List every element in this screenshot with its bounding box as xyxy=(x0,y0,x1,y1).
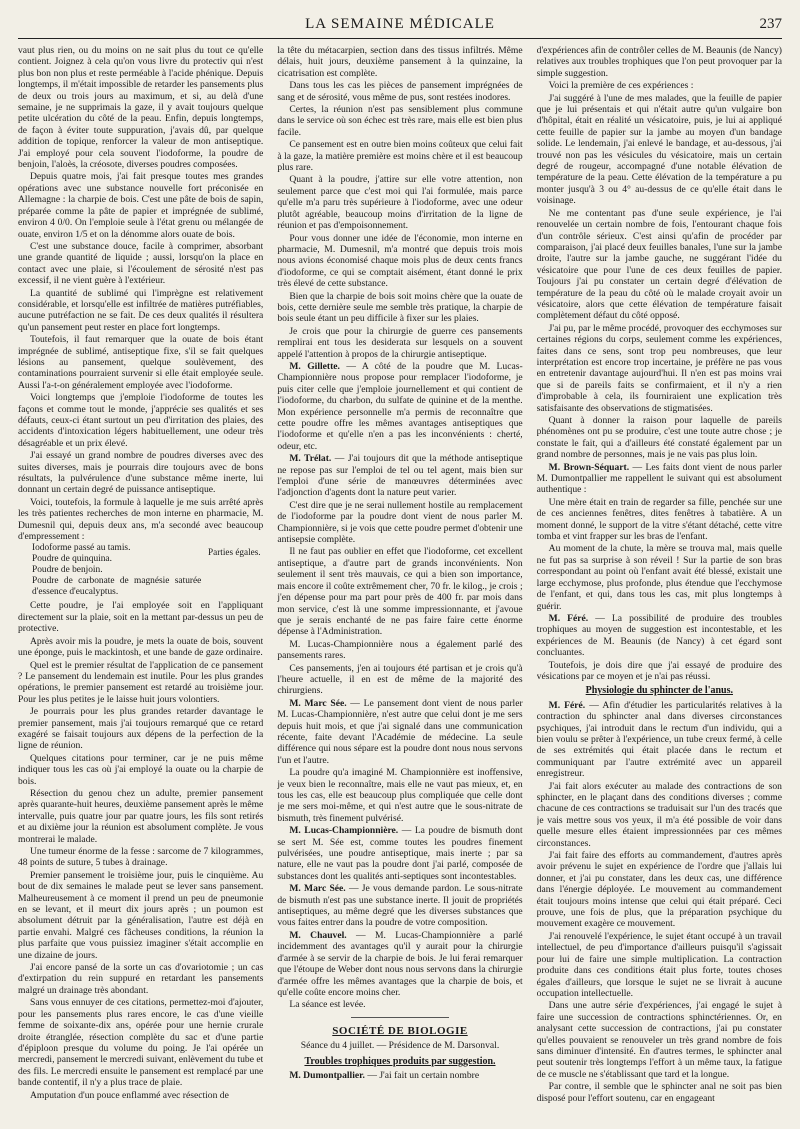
paragraph: Certes, la réunion n'est pas sensiblement plus commune dans le service où son échec est très rare, mais elle est bien plus facile. xyxy=(277,104,523,138)
paragraph: Bien que la charpie de bois soit moins chère que la ouate de bois, cette dernière seule me semble très pratique, la charpie de bois seule étant un peu difficile à fixer sur les plaies. xyxy=(277,290,523,325)
speaker-paragraph: M. Dumontpallier. — J'ai fait un certain nombre xyxy=(289,1069,480,1081)
paragraph: Au moment de la chute, la mère se trouva mal, mais quelle ne fut pas sa surprise à son réveil ! Sur la partie de son bras correspondant au point où l'enfant avait été blessé, existait une large ecchymose, plus profonde, plus étendue que l'ecchymose de l'enfant, et qui, dans tous les cas, mit plus longtemps à guérir. xyxy=(536,543,782,612)
paragraph: J'ai essayé un grand nombre de poudres diverses avec des suites diverses, mais je pourrais dire toujours avec de bons résultats, la pulvérulence d'une substance même inerte, lui donnant un certain degré de puissance antiseptique. xyxy=(18,450,264,496)
text-columns xyxy=(10,45,790,1125)
speaker-paragraph: M. Marc Sée. — Le pansement dont vient de nous parler M. Lucas-Championnière, n'est autre que celui dont je me sers depuis huit mois, et que j'ai signalé dans une communication récente, faite devant l'Académie de médecine. La seule différence qui nous sépare est la poudre dont nous nous servons l'un et l'autre. xyxy=(277,697,523,766)
speaker-paragraph: M. Gillette. — A côté de la poudre que M. Lucas-Championnière nous propose pour remplacer l'iodoforme, je puis citer celle que j'emploie journellement et qui contient de l'iodoforme, du charbon, du sulfate de quinine et de la menthe. Mon expérience personnelle m'a permis de reconnaître que cette poudre offre les mêmes avantages antiseptiques que l'iodoforme et qu'elle n'en a pas les inconvénients : cherté, odeur, etc. xyxy=(277,360,523,452)
paragraph: vaut plus rien, ou du moins on ne sait plus du tout ce qu'elle contient. Joignez à cela qu'on vous livre du protectiv qui n'est plus bon non plus et reste perméable à l'acide phénique. Depuis longtemps, il m'était impossible de retarder les pansements plus de deux ou trois jours au maximum, et si, au delà d'une semaine, je ne supprimais la gaze, il y avait toujours quelque petite ulcération du côté de la peau. Enfin, depuis longtemps, de façon à éviter toute suppuration, j'avais dû, par quelque addition de topique, renforcer la valeur de mon antiseptique. J'ai employé pour cela souvent l'iodoforme, la poudre de benjoin, l'aloès, la créosote, diverses poudres composées. xyxy=(18,45,264,171)
speaker-name: M. Brown-Séquart. xyxy=(548,461,630,473)
speaker-paragraph: M. Trélat. — J'ai toujours dit que la méthode antiseptique ne repose pas sur l'emploi de tel ou tel agent, mais bien sur l'emploi d'une série de manœuvres déterminées avec l'adjonction d'agents dont la nature peut varier. xyxy=(277,453,523,499)
column-2 xyxy=(277,45,522,1125)
topic-title: Physiologie du sphincter de l'anus. xyxy=(585,685,733,697)
speaker-name: M. Marc Sée. xyxy=(289,697,347,709)
paragraph: Voici, toutefois, la formule à laquelle je me suis arrêté après les très patientes recherches de mon interne en pharmacie, M. Dumesnil qui, depuis deux ans, m'a secondé avec beaucoup d'empressement : xyxy=(18,496,264,543)
paragraph: Par contre, il semble que le sphincter anal ne soit pas bien disposé pour l'effort soutenu, car en engageant xyxy=(536,1081,782,1104)
journal-title: LA SEMAINE MÉDICALE xyxy=(305,16,495,32)
speaker-name: M. Dumontpallier. xyxy=(289,1069,365,1081)
paragraph: Je crois que pour la chirurgie de guerre ces pansements remplirai ent tous les desiderata sur lesquels on a souvent appelé l'attention à propos de la chirurgie antiseptique. xyxy=(277,325,523,360)
formula-list xyxy=(32,543,263,598)
column-1 xyxy=(18,45,263,1125)
formula-note: Parties égales. xyxy=(208,547,261,558)
paragraph: Toutefois, il faut remarquer que la ouate de bois étant imprégnée de sublimé, antiseptique fixe, s'il se fait quelques lésions au pansement, quelque soulèvement, des contaminations pourraient survenir si elle était employée seule. Aussi l'a-t-on généralement employée avec l'iodoforme. xyxy=(18,334,264,391)
paragraph: La quantité de sublimé qui l'imprègne est relativement considérable, et lorsqu'elle est infiltrée de matières putréfiables, aucune putréfaction ne se fait. De ces deux qualités il résultera qu'un pansement peut rester en place fort longtemps. xyxy=(18,287,264,333)
formula-item: Poudre de carbonate de magnésie saturée d'essence d'eucalyptus. xyxy=(32,576,202,598)
paragraph: Toutefois, je dois dire que j'ai essayé de produire des vésications par ce moyen et je n'ai pas réussi. xyxy=(536,659,782,682)
paragraph: Ne me contentant pas d'une seule expérience, je l'ai renouvelée un certain nombre de fois, l'entourant chaque fois d'un contrôle sérieux. C'est ainsi qu'afin de procéder par comparaison, j'ai placé deux feuilles banales, l'une sur la jambe droite, l'autre sur la jambe gauche, ne suggérant l'idée du vésicatoire que pour l'une de ces deux feuilles de papier. Toujours j'ai pu constater un certain degré d'élévation de température de la peau du côté où le malade croyait avoir un vésicatoire, alors que cette élévation de température faisait complètement défaut du côté opposé. xyxy=(536,207,782,322)
paragraph: Voici longtemps que j'emploie l'iodoforme de toutes les façons et comme tout le monde, j'apprécie ses qualités et ses défauts, ceux-ci étant surtout un peu d'irritation des plaies, des accidents d'intoxication légers habituellement, une odeur très désagréable et un prix élevé. xyxy=(18,392,264,449)
formula-item: Iodoforme passé au tamis. xyxy=(32,543,131,554)
paragraph: La poudre qu'a imaginé M. Championnière est inoffensive, je veux bien le reconnaître, mais elle ne vaut pas mieux, et, en tous les cas, elle est beaucoup plus compliquée que celle dont je me sers moi-même, et qui n'est autre que le sous-nitrate de bismuth, très finement pulvérisé. xyxy=(277,767,523,824)
formula-item: Poudre de quinquina. xyxy=(32,554,112,565)
paragraph: Ce pansement est en outre bien moins coûteux que celui fait à la gaze, la matière première est moins chère et il est beaucoup plus rare. xyxy=(277,139,523,174)
paragraph: Dans tous les cas les pièces de pansement imprégnées de sang et de sérosité, vous même de pus, sont restées inodores. xyxy=(277,80,523,103)
section-title: SOCIÉTÉ DE BIOLOGIE xyxy=(332,1024,468,1037)
paragraph: Sans vous ennuyer de ces citations, permettez-moi d'ajouter, pour les pansements plus rares encore, le cas d'une vieille femme de soixante-dix ans, opérée pour une hernie crurale droite étranglée, résection complète du sac et d'une partie d'épiploon presque du volume du poing. Je l'ai opérée un mercredi, pansement le mercredi suivant, enlèvement du tube et des fils. Le mercredi ensuite le pansement est remplacé par une bande contentif, il n'y a plus trace de plaie. xyxy=(18,997,264,1089)
paragraph: Quant à donner la raison pour laquelle de pareils phénomènes ont pu se produire, c'est une toute autre chose ; je constate le fait, qui a d'ailleurs été constaté également par un grand nombre de personnes, mais je ne vais pas plus loin. xyxy=(536,415,782,461)
paragraph: Quelques citations pour terminer, car je ne puis même indiquer tous les cas où j'ai employé la ouate ou la charpie de bois. xyxy=(18,752,264,787)
paragraph: Dans une autre série d'expériences, j'ai engagé le sujet à faire une succession de contractions sphinctériennes. Or, en analysant cette succession de contractions, j'ai pu constater qu'elles pouvaient se renouveler un très grand nombre de fois sans diminuer d'intensité. En d'autres termes, le sphincter anal peut soutenir très longtemps l'effort à un même taux, la fatigue de ce muscle ne s'établissant que tard et la longue. xyxy=(536,1000,782,1080)
paragraph: J'ai fait alors exécuter au malade des contractions de son sphincter, en le plaçant dans des conditions diverses ; comme chacune de ces contractions se traduisait sur l'un des tracés que je vais mettre sous vos yeux, il m'a été possible de voir dans quelle mesure elles étaient impressionnées par ces mêmes circonstances. xyxy=(536,780,782,849)
section-divider xyxy=(351,1017,449,1018)
speaker-paragraph: M. Marc Sée. — Je vous demande pardon. Le sous-nitrate de bismuth n'est pas une substance inerte. Il jouit de propriétés antiseptiques, au même degré que les diverses substances que vous faites entrer dans la poudre de votre composition. xyxy=(277,883,523,929)
paragraph: Une mère était en train de regarder sa fille, penchée sur une de ces anciennes fenêtres, dites fenêtres à tabatière. A un moment donné, le support de la vitre s'étant détaché, cette vitre tomba et vint frapper sur les bras de l'enfant. xyxy=(536,496,782,543)
speaker-name: M. Trélat. xyxy=(289,453,332,465)
formula-item: Poudre de benjoin. xyxy=(32,565,103,576)
topic-title: Troubles trophiques produits par suggestion. xyxy=(304,1055,496,1067)
paragraph: Résection du genou chez un adulte, premier pansement après quarante-huit heures, deuxième pansement après le même intervalle, puis quatre jour par quatre jours, les fils sont retirés et au dixième jour la réunion est absolument complète. Je vous montrerai le malade. xyxy=(18,787,264,845)
paragraph: J'ai pu, par le même procédé, provoquer des ecchymoses sur certaines régions du corps, seulement comme les expériences, faites dans ce sens, sont trop peu nombreuses, que leur interprétation est encore trop incertaine, je préfère ne pas vous en entretenir davantage aujourd'hui. Il n'en est pas moins vrai que si de pareils faits se confirmaient, et il n'y a rien d'improbable à cela, ils fourniraient une explication très satisfaisante des observations de stigmatisées. xyxy=(536,322,782,414)
paragraph: Voici la première de ces expériences : xyxy=(548,80,694,92)
running-header xyxy=(18,14,782,39)
session-closed: La séance est levée. xyxy=(289,999,366,1011)
paragraph: Il ne faut pas oublier en effet que l'iodoforme, cet excellent antiseptique, a d'autre part de grands inconvénients. Non seulement il sent très mauvais, ce qui a bien son importance, mais encore il coûte extrêmement cher, 70 fr. le kilog., je crois ; j'en dépense pour ma part pour près de 400 fr. par mois dans mon service, c'est là une somme impressionnante, et j'avoue que je serais enchanté de ne pas faire faire cette énorme dépense à l'Administration. xyxy=(277,546,523,638)
page-number: 237 xyxy=(759,16,782,32)
paragraph: M. Lucas-Championnière nous a également parlé des pansements rares. xyxy=(277,638,523,662)
session-info: Séance du 4 juillet. — Présidence de M. Darsonval. xyxy=(300,1040,500,1052)
paragraph: J'ai renouvelé l'expérience, le sujet étant occupé à un travail intellectuel, de peu d'importance d'ailleurs puisqu'il s'agissait pour lui de faire une simple multiplication. La contraction produite dans ces conditions était plus forte, toutes choses égales d'ailleurs, que lorsque le sujet ne se livrait à aucune occupation intellectuelle. xyxy=(536,930,782,999)
paragraph: C'est une substance douce, facile à comprimer, absorbant une grande quantité de liquide ; aussi, lorsqu'on la place en contact avec une plaie, si l'écoulement de sérosité n'est pas excessif, il ne vient guère à l'extérieur. xyxy=(18,240,264,287)
paragraph: Quant à la poudre, j'attire sur elle votre attention, non seulement parce que c'est moi qui l'ai formulée, mais parce qu'elle m'a paru très supérieure à l'iodoforme, avec une odeur plutôt agréable, beaucoup moins d'irritation de la ligne de réunion et pas d'empoisonnement. xyxy=(277,174,523,232)
speaker-paragraph: M. Lucas-Championnière. — La poudre de bismuth dont se sert M. Sée est, comme toutes les poudres finement pulvérisées, une poudre antiseptique, mais inerte ; par sa nature, elle ne vaut pas la poudre dont j'ai parlé, composée de substances dont les qualités anti-septiques sont incontestables. xyxy=(277,825,523,882)
speaker-name: M. Chauvel. xyxy=(289,929,347,941)
paragraph: Ces pansements, j'en ai toujours été partisan et je crois qu'à l'heure actuelle, il en est de même de la majorité des chirurgiens. xyxy=(277,662,523,697)
paragraph: J'ai fait faire des efforts au commandement, d'autres après avoir prévenu le sujet en expérience de l'ordre que j'allais lui donner, et j'ai pu constater, dans les deux cas, une différence dans l'énergie déployée. Le mouvement au commandement était toujours moins intense que celui qui était préparé. Ceci prouve, une fois de plus, que la préparation psychique du mouvement exagère ce mouvement. xyxy=(536,850,782,930)
paragraph: J'ai encore pansé de la sorte un cas d'ovariotomie ; un cas d'extirpation du rein suppuré en retardant les pansements malgré un drainage très abondant. xyxy=(18,962,264,996)
paragraph: J'ai suggéré à l'une de mes malades, que la feuille de papier que je lui présentais et qui n'était autre qu'un vulgaire bon d'hôpital, était en réalité un vésicatoire, puis, je lui ai appliqué cette feuille de papier sur la jambe au moyen d'un bandage solide. Le lendemain, j'ai enlevé le bandage, et au-dessous, j'ai trouvé non pas les vésicules du vésicatoire, mais un certain degré de rougeur, accompagné d'une notable élévation de température de la peau. Cette élévation de la température a pu monter jusqu'à 3 ou 4° au-dessus de ce qu'elle était dans le voisinage. xyxy=(536,92,782,207)
paragraph: Une tumeur énorme de la fesse : sarcome de 7 kilogrammes, 48 points de suture, 5 tubes à drainage. xyxy=(18,846,264,869)
paragraph: C'est dire que je ne serai nullement hostile au remplacement de l'iodoforme par la poudre dont vient de nous parler M. Championnière, si je vois que cette poudre permet d'obtenir une antisepsie complète. xyxy=(277,499,523,546)
speaker-paragraph: M. Féré. — La possibilité de produire des troubles trophiques au moyen de suggestion est incontestable, et les expériences de M. Beaunis (de Nancy) à cet égard sont concluantes. xyxy=(536,612,782,659)
paragraph: Depuis quatre mois, j'ai fait presque toutes mes grandes opérations avec une substance nouvelle fort préconisée en Allemagne : la charpie de bois. C'est une pâte de bois de sapin, préparée comme la pâte de papier et imprégnée de sublimé, environ 4 0/0. On l'emploie seule à l'état grenu ou mélangée de ouate, environ 1/5 et on la dénomme alors ouate de bois. xyxy=(18,171,264,240)
speaker-paragraph: M. Brown-Séquart. — Les faits dont vient de nous parler M. Dumontpallier me rappellent le suivant qui est absolument authentique : xyxy=(536,461,782,496)
speaker-paragraph: M. Chauvel. — M. Lucas-Championnière a parlé incidemment des avantages qu'il y aurait pour la chirurgie d'armée à se servir de la charpie de bois. Je lui ferai remarquer que l'étoupe de Weber dont nous nous servons dans la chirurgie d'armée offre les mêmes avantages que la charpie de bois, et qu'elle coûte encore moins cher. xyxy=(277,929,523,998)
paragraph: d'expériences afin de contrôler celles de M. Beaunis (de Nancy) relatives aux troubles trophiques que l'on peut provoquer par la simple suggestion. xyxy=(536,45,782,79)
paragraph: Premier pansement le troisième jour, puis le cinquième. Au bout de dix semaines le malade peut se lever sans pansement. Malheureusement à ce moment il prend un peu de pneumonie en se levant, et il meurt dix jours après ; un poumon est absolument détruit par la généralisation, l'autre est déjà en partie envahi. Malgré ces fâcheuses conditions, la réunion la plus parfaite que vous puissiez imaginer s'était accomplie en une dizaine de jours. xyxy=(18,869,264,961)
paragraph: Quel est le premier résultat de l'application de ce pansement ? Le pansement du lendemain est inutile. Pour les plus grandes opérations, le premier pansement est retardé au troisième jour. Pour les plus petites je le laisse huit jours volontiers. xyxy=(18,659,264,705)
paragraph: Amputation d'un pouce enflammé avec résection de xyxy=(30,1089,229,1101)
paragraph: la tête du métacarpien, section dans des tissus infiltrés. Même délais, huit jours, deuxième pansement à la quinzaine, la cicatrisation est complète. xyxy=(277,45,523,79)
speaker-paragraph: M. Féré. — Afin d'étudier les particularités relatives à la contraction du sphincter anal dans diverses circonstances psychiques, j'ai introduit dans le rectum d'un individu, qui a bien voulu se prêter à l'expérience, un tube creux fermé, à celle de ses extrémités qui était placée dans le rectum et communiquant par l'autre extrémité avec un appareil enregistreur. xyxy=(536,699,782,780)
paragraph: Après avoir mis la poudre, je mets la ouate de bois, souvent une éponge, puis le mackintosh, et une bande de gaze ordinaire. xyxy=(18,635,264,659)
paragraph: Cette poudre, je l'ai employée soit en l'appliquant directement sur la plaie, soit en la mettant par-dessus un peu de protective. xyxy=(18,600,264,635)
speaker-name: M. Féré. xyxy=(548,612,589,624)
speaker-name: M. Féré. xyxy=(548,699,586,711)
speaker-name: M. Marc Sée. xyxy=(289,883,346,895)
column-3 xyxy=(537,45,782,1125)
paragraph: Je pourrais pour les plus grandes retarder davantage le premier pansement, mais j'ai toujours remarqué que ce retard exagéré se faisait toujours aux dépens de la perfection de la ligne de réunion. xyxy=(18,706,264,752)
speaker-name: M. Lucas-Championnière. xyxy=(289,825,399,837)
speaker-name: M. Gillette. xyxy=(289,360,340,372)
paragraph: Pour vous donner une idée de l'économie, mon interne en pharmacie, M. Dumesnil, m'a montré que depuis trois mois nous avions économisé chaque mois plus de deux cents francs d'iodoforme, ce qui se comptait aisément, étant donné le prix très élevé de cette substance. xyxy=(277,232,523,290)
